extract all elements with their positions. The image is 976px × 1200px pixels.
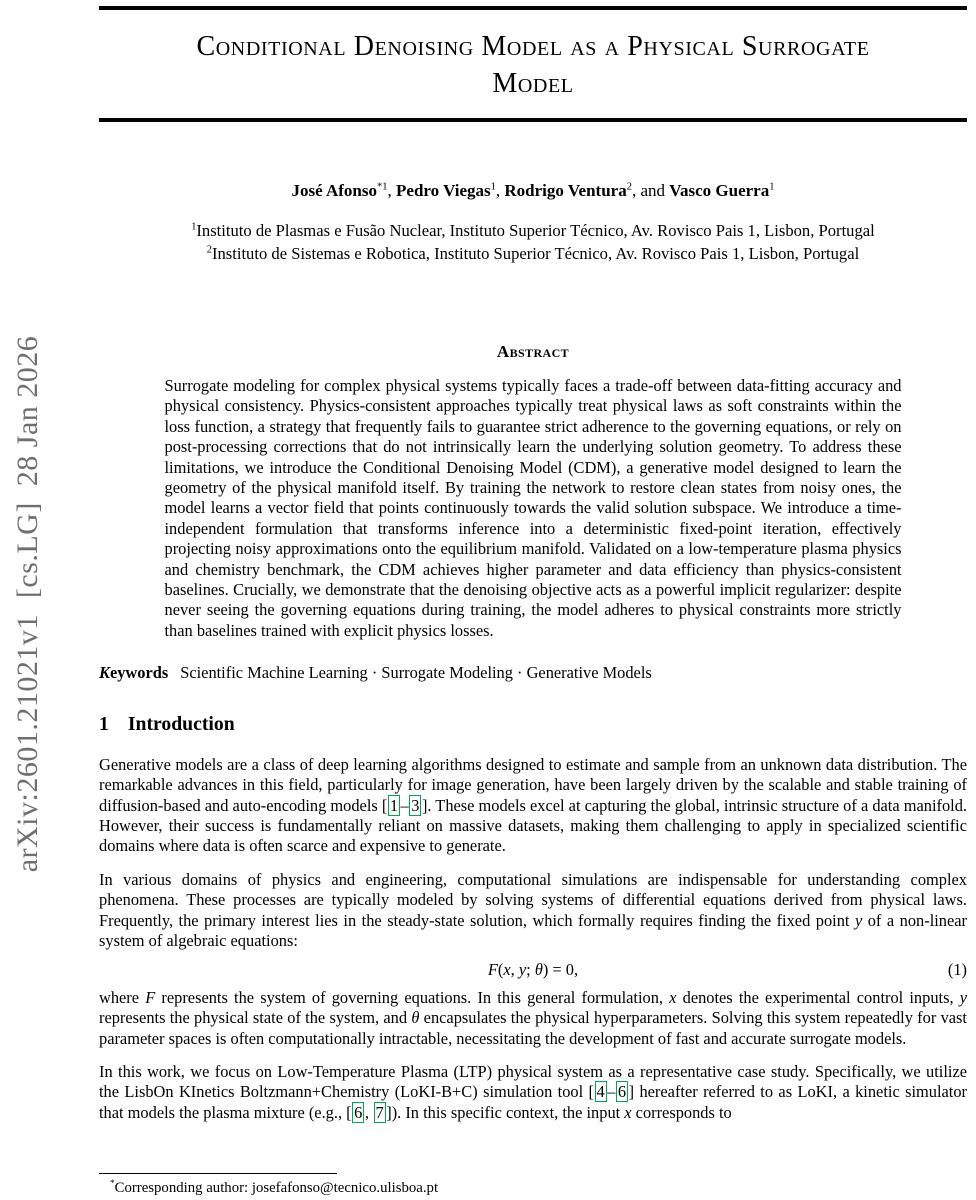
keywords-line (99, 663, 967, 683)
text-segment: , (510, 960, 519, 980)
affiliation-2-text: Instituto de Sistemas e Robotica, Instituto Superior Técnico, Av. Rovisco Pais 1, Lisbon, Portugal (211, 244, 860, 263)
text-segment: x (503, 960, 511, 980)
text-segment: F (487, 960, 498, 980)
keywords-items: Scientific Machine Learning · Surrogate Modeling · Generative Models (180, 663, 652, 683)
text-segment: y (518, 960, 527, 980)
text-segment: denotes the experimental control inputs, (676, 987, 960, 1007)
footnote-block (99, 1168, 967, 1197)
arxiv-watermark: arXiv:2601.21021v1 [cs.LG] 28 Jan 2026 (11, 335, 44, 873)
text-segment: 1 (490, 181, 496, 193)
footnote (99, 1179, 967, 1197)
citation-link[interactable]: 6 (617, 1082, 627, 1102)
section-number: 1 (99, 712, 109, 735)
text-segment: x (624, 1102, 632, 1122)
text-segment: ] hereafter referred to as LoKI, a kinetic simulator that models the plasma mixture (e.g., [ (99, 1082, 968, 1122)
affiliation-1-text: Instituto de Plasmas e Fusão Nuclear, Instituto Superior Técnico, Av. Rovisco Pais 1, Lisbon, Portugal (196, 221, 875, 240)
equation-number: (1) (947, 960, 967, 980)
top-rule (99, 6, 967, 10)
text-segment: José Afonso (291, 181, 377, 200)
affiliation-2-marker: 2 (206, 244, 212, 256)
affiliation-2 (99, 242, 967, 265)
text-segment: x (669, 987, 677, 1007)
section-heading-introduction (99, 712, 967, 737)
intro-paragraph-4 (99, 1062, 967, 1123)
text-segment: *1 (376, 181, 388, 193)
abstract-text: Surrogate modeling for complex physical systems typically faces a trade-off between data-fitting accuracy and physical consistency. Physics-consistent approaches typically treat physical laws as soft constraints within the loss function, a strategy that frequently fails to guarantee strict adherence to the governing equations, or rely on post-processing corrections that do not intrinsically learn the underlying solution geometry. To address these limitations, we introduce the Conditional Denoising Model (CDM), a generative model designed to learn the geometry of the physical manifold itself. By training the network to restore clean states from noisy ones, the model learns a vector field that points continuously towards the valid solution subspace. We introduce a time-independent formulation that transforms inference into a deterministic fixed-point iteration, effectively projecting noisy approximations onto the equilibrium manifold. Validated on a low-temperature plasma physics and chemistry benchmark, the CDM achieves higher parameter and data efficiency than physics-consistent baselines. Crucially, we demonstrate that the denoising objective acts as a powerful implicit regularizer: despite never seeing the governing equations during training, the model adheres to physical constraints more strictly than baselines trained with explicit physics losses. (164, 376, 902, 640)
text-segment: 2 (626, 181, 632, 193)
text-segment: of a non-linear system of algebraic equations: (99, 910, 968, 950)
affiliations (99, 219, 967, 265)
title-rule (99, 118, 967, 122)
equation-body (488, 960, 578, 979)
text-segment: F (145, 987, 156, 1007)
citation-link[interactable]: 6 (354, 1102, 363, 1122)
intro-paragraph-1 (99, 755, 967, 857)
author-line (99, 180, 967, 201)
footnote-marker: * (110, 1178, 115, 1189)
text-segment: – (607, 1082, 616, 1102)
text-segment: 1 (769, 181, 775, 193)
text-segment: θ (534, 960, 543, 980)
text-segment: , (387, 181, 397, 200)
paper-title (99, 28, 967, 102)
text-segment: y (959, 987, 967, 1007)
intro-paragraph-3 (99, 988, 967, 1049)
text-segment: Rodrigo Ventura (504, 181, 627, 200)
text-segment: ]. These models excel at capturing the global, intrinsic structure of a data manifold. However, their success is fundamentally reliant on massive datasets, making them challenging to apply in specialized scientific domains where data is often scarce and expensive to generate. (99, 795, 967, 856)
equation-1 (99, 960, 967, 980)
text-segment: In various domains of physics and engineering, computational simulations are indispensable for understanding complex phenomena. These processes are typically modeled by solving systems of differential equations derived from physical laws. Frequently, the primary interest lies in the steady-state solution, which formally requires finding the fixed point (99, 869, 967, 930)
footnote-body: Corresponding author: josefafonso@tecnico.ulisboa.pt (114, 1180, 439, 1196)
citation-link[interactable]: 4 (596, 1082, 605, 1102)
citation-link[interactable]: 3 (411, 795, 420, 815)
section-title: Introduction (127, 712, 235, 735)
text-segment: y (854, 910, 863, 930)
affiliation-1 (99, 219, 967, 242)
keywords-label: Keywords (99, 663, 169, 683)
text-segment: – (400, 795, 409, 815)
citation-link[interactable]: 7 (375, 1102, 384, 1122)
intro-paragraph-2 (99, 870, 967, 952)
footnote-rule (99, 1173, 337, 1174)
citation-link[interactable]: 1 (389, 795, 399, 815)
text-segment: ]). In this specific context, the input (386, 1102, 625, 1122)
text-segment: θ (411, 1008, 420, 1028)
text-segment: encapsulates the physical hyperparameters. Solving this system repeatedly for vast parameter spaces is often computationally intractable, necessitating the development of fast and accurate surrogate models. (99, 1008, 967, 1048)
text-segment: Pedro Viegas (396, 181, 491, 200)
text-segment: ; (526, 960, 535, 980)
text-segment: Generative models are a class of deep learning algorithms designed to estimate and sample from an unknown data distribution. The remarkable advances in this field, particularly for image generation, have been largely driven by the scalable and stable training of diffusion-based and auto-encoding models [ (99, 754, 967, 815)
title-line-2: Model (492, 68, 574, 99)
text-segment: , (364, 1102, 374, 1122)
text-segment: Vasco Guerra (669, 181, 770, 200)
text-segment: , and (631, 181, 670, 200)
text-segment: where (99, 987, 146, 1007)
text-segment: corresponds to (631, 1102, 732, 1122)
affiliation-1-marker: 1 (191, 221, 197, 233)
text-segment: , (495, 181, 505, 200)
text-segment: ) = 0, (542, 960, 579, 980)
text-segment: represents the system of governing equations. In this general formulation, (155, 987, 670, 1007)
text-segment: In this work, we focus on Low-Temperature Plasma (LTP) physical system as a representative case study. Specifically, we utilize the LisbOn KInetics Boltzmann+Chemistry (LoKI-B+C) simulation tool [ (99, 1061, 967, 1102)
abstract-heading: Abstract (496, 342, 570, 361)
title-line-1: Conditional Denoising Model as a Physical Surrogate (196, 31, 870, 62)
paper-content (99, 0, 967, 1123)
text-segment: represents the physical state of the system, and (99, 1008, 412, 1028)
text-segment: ( (497, 960, 504, 980)
